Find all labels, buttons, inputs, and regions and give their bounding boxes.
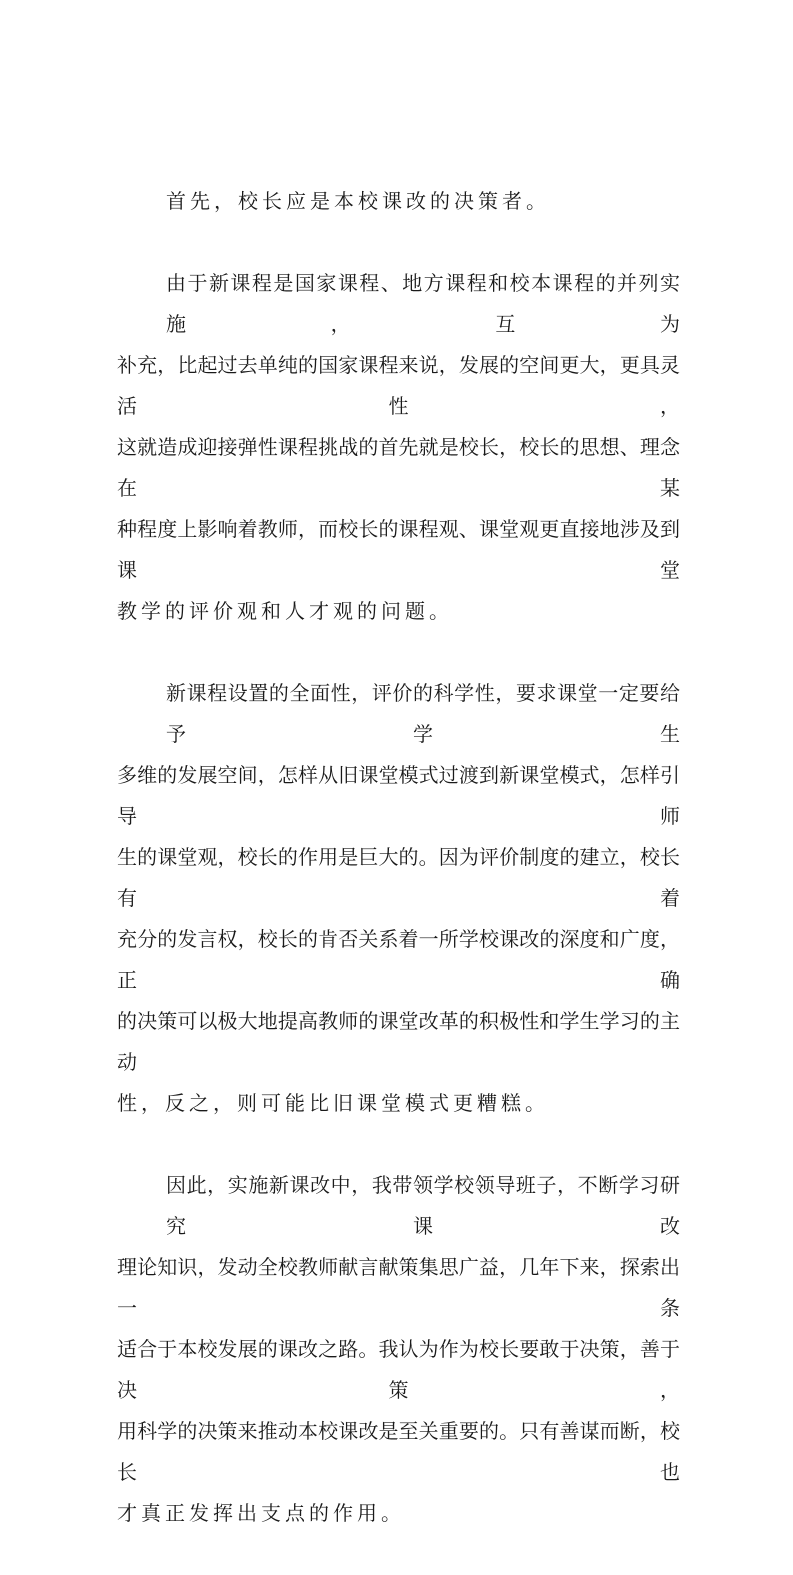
paragraph bbox=[117, 181, 680, 222]
paragraph bbox=[117, 1165, 680, 1534]
text-line: 种程度上影响着教师，而校长的课程观、课堂观更直接地涉及到课堂 bbox=[117, 517, 680, 582]
paragraph bbox=[117, 673, 680, 1124]
text-line: 补充，比起过去单纯的国家课程来说，发展的空间更大，更具灵活性， bbox=[117, 353, 680, 418]
text-line: 教学的评价观和人才观的问题。 bbox=[117, 599, 453, 623]
text-line: 多维的发展空间，怎样从旧课堂模式过渡到新课堂模式，怎样引导师 bbox=[117, 763, 680, 828]
paragraph bbox=[117, 263, 680, 632]
text-line: 充分的发言权，校长的肯否关系着一所学校课改的深度和广度，正确 bbox=[117, 927, 680, 992]
text-line: 性，反之，则可能比旧课堂模式更糟糕。 bbox=[117, 1091, 549, 1115]
text-line: 因此，实施新课改中，我带领学校领导班子，不断学习研究课改 bbox=[166, 1173, 680, 1238]
text-line: 才真正发挥出支点的作用。 bbox=[117, 1501, 405, 1525]
text-line: 新课程设置的全面性，评价的科学性，要求课堂一定要给予学生 bbox=[166, 681, 680, 746]
text-line: 生的课堂观，校长的作用是巨大的。因为评价制度的建立，校长有着 bbox=[117, 845, 680, 910]
text-line: 首先，校长应是本校课改的决策者。 bbox=[166, 189, 550, 213]
text-line: 的决策可以极大地提高教师的课堂改革的积极性和学生学习的主动 bbox=[117, 1009, 680, 1074]
document-body bbox=[117, 181, 680, 1575]
text-line: 适合于本校发展的课改之路。我认为作为校长要敢于决策，善于决策， bbox=[117, 1337, 680, 1402]
text-line: 理论知识，发动全校教师献言献策集思广益，几年下来，探索出一条 bbox=[117, 1255, 680, 1320]
text-line: 用科学的决策来推动本校课改是至关重要的。只有善谋而断，校长也 bbox=[117, 1419, 680, 1484]
text-line: 这就造成迎接弹性课程挑战的首先就是校长，校长的思想、理念在某 bbox=[117, 435, 680, 500]
text-line: 由于新课程是国家课程、地方课程和校本课程的并列实施，互为 bbox=[166, 271, 680, 336]
